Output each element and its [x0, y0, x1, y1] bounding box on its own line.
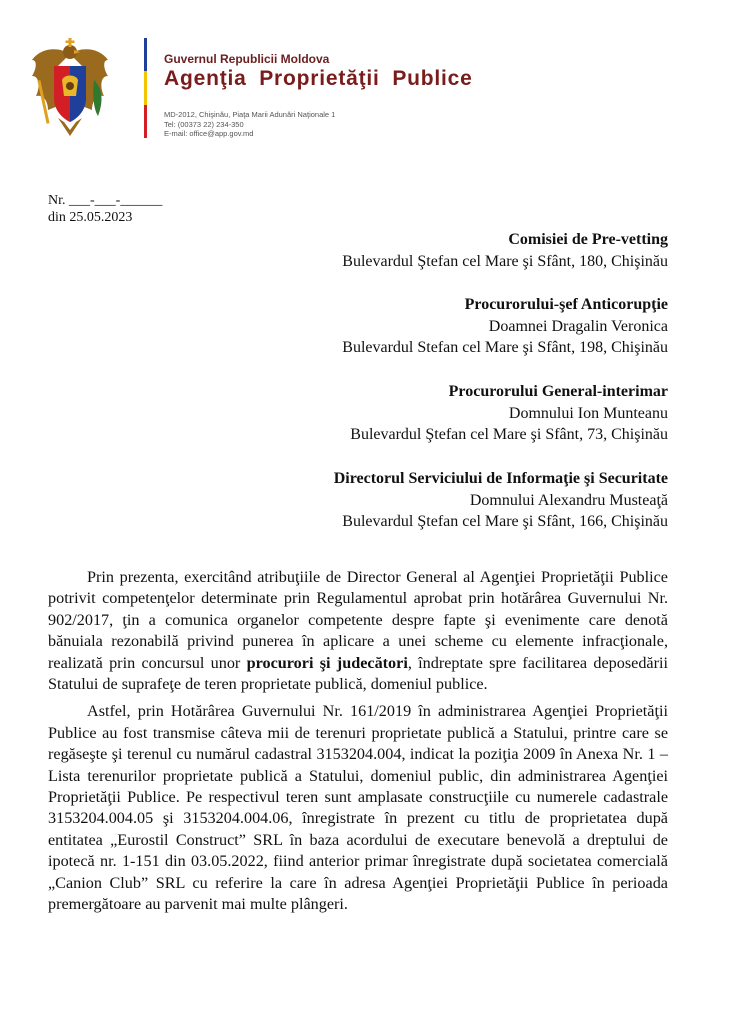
recipient-name: Domnului Ion Munteanu — [508, 404, 668, 422]
paragraph-1 — [48, 567, 668, 695]
recipient-address: Bulevardul Ştefan cel Mare şi Sfânt, 180, Chişinău — [342, 252, 668, 270]
reference-date: din 25.05.2023 — [48, 210, 133, 225]
flag-stripe — [144, 38, 147, 138]
phone-line: Tel: (00373 22) 234-350 — [164, 119, 244, 129]
address-line: MD-2012, Chişinău, Piaţa Marii Adunări Naţionale 1 — [164, 110, 336, 119]
recipient-title: Procurorului General-interimar — [448, 383, 668, 400]
government-name: Guvernul Republicii Moldova — [164, 52, 330, 66]
paragraph-2: Astfel, prin Hotărârea Guvernului Nr. 161/2019 în administrarea Agenţiei Proprietăţii Publice au fost transmise câteva mii de terenuri proprietate publică a Statului, printre care se regăseşte şi terenul cu numărul cadastral 3153204.004, indicat la poziţia 2009 în Anexa Nr. 1 – Lista terenurilor proprietate publică a Statului, domeniul public, din administrarea Agenţiei Proprietăţii Publice. Pe respectivul teren sunt amplasate construcţiile cu numerele cadastrale 3153204.004.05 şi 3153204.004.06, înregistrate în prezent cu titlu de proprietatea după entitatea „Eurostil Construct” SRL în baza acordului de executare benevolă a dreptului de ipotecă nr. 1-151 din 03.05.2022, fiind anterior primar înregistrate după societatea comercială „Canion Club” SRL cu referire la care în adresa Agenţiei Proprietăţii Publice în perioada premergătoare au parvenit mai multe plângeri. — [48, 702, 668, 914]
recipient-address: Bulevardul Ştefan cel Mare şi Sfânt, 166, Chişinău — [342, 513, 668, 530]
recipient-block — [342, 229, 668, 272]
agency-contact — [164, 110, 335, 139]
email-line: E-mail: office@app.gov.md — [164, 129, 254, 138]
recipient-title: Directorul Serviciului de Informaţie şi Securitate — [333, 470, 668, 487]
reference-block — [48, 192, 162, 226]
agency-name: Agenţia Proprietăţii Publice — [164, 67, 473, 90]
recipient-block — [334, 468, 668, 533]
recipient-name: Domnului Alexandru Musteaţă — [469, 491, 668, 509]
paragraph-text: , îndreptate spre facilitarea deposedării Statului de suprafeţe de teren proprietate publică, domeniul publice. — [48, 653, 668, 694]
coat-of-arms-icon — [28, 36, 112, 140]
recipient-title: Comisiei de Pre-vetting — [508, 231, 668, 248]
recipient-block — [342, 294, 668, 359]
reference-number: Nr. ___-___-______ — [48, 193, 163, 208]
recipient-name: Doamnei Dragalin Veronica — [488, 317, 668, 335]
recipient-title: Procurorului-şef Anticorupţie — [464, 296, 668, 313]
letter-body — [48, 567, 668, 916]
recipient-address: Bulevardul Ştefan cel Mare şi Sfânt, 73, Chişinău — [350, 426, 668, 443]
recipient-address: Bulevardul Stefan cel Mare şi Sfânt, 198, Chişinău — [342, 339, 668, 356]
recipient-block — [350, 381, 668, 446]
paragraph-text: Prin prezenta, exercitând atribuţiile de Director General al Agenţiei Proprietăţii Publice potrivit competenţelor determinate prin Regulamentul aprobat prin hotărârea Guvernului Nr. 902/2017, ţin a comunica organelor competente despre fapte şi evenimente care denotă bănuiala rezonabilă privind punerea în aplicare a unei scheme cu elemente infracţionale, realizată prin concursul unor — [48, 568, 668, 672]
emphasis-text: procurori şi judecători — [246, 653, 408, 672]
